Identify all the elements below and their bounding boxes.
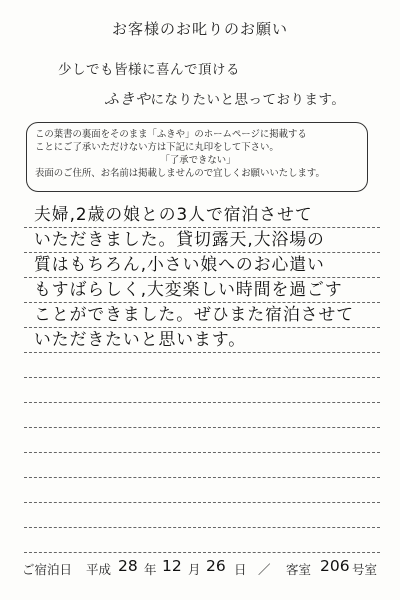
comment-line: いただきました。貸切露天,大浴場の: [34, 229, 325, 249]
intro-line-2: [104, 88, 345, 109]
ruled-line: [24, 452, 380, 453]
stay-year: 28: [118, 557, 138, 575]
comment-line: 質はもちろん,小さい娘へのお心遣い: [34, 254, 325, 274]
consent-text-2: ことにご了承いただけない方は下記に丸印をして下さい。: [35, 142, 279, 153]
era-label: 平成: [86, 562, 112, 577]
month-label: 月: [188, 562, 201, 577]
year-label: 年: [144, 562, 157, 577]
ruled-line: [24, 552, 380, 553]
ruled-line: [24, 427, 380, 428]
comment-line: いただきたいと思います。: [34, 329, 247, 349]
ruled-line: [24, 377, 380, 378]
intro-line-2-rest: になりたいと思っております。: [150, 92, 346, 108]
consent-text-1: この葉書の裏面をそのまま「ふきや」のホームページに掲載する: [35, 129, 307, 140]
brand-name: ふきや: [104, 90, 151, 108]
day-label: 日: [234, 562, 247, 577]
room-suffix: 号室: [352, 562, 378, 577]
consent-option-decline[interactable]: 「了承できない」: [160, 155, 236, 166]
ruled-line: [24, 302, 380, 303]
ruled-line: [24, 252, 380, 253]
ruled-line: [24, 227, 380, 228]
ruled-line: [24, 527, 380, 528]
stay-month: 12: [162, 557, 182, 575]
stay-info-footer: [22, 557, 382, 584]
ruled-line: [24, 477, 380, 478]
ruled-line: [24, 277, 380, 278]
stay-date-label: ご宿泊日: [22, 562, 73, 577]
room-label: 客室: [286, 562, 312, 577]
ruled-line: [24, 327, 380, 328]
card-title: お客様のお叱りのお願い: [111, 20, 288, 38]
comment-line: 夫婦,2歳の娘との3人で宿泊させて: [34, 204, 313, 224]
comment-line: もすばらしく,大変楽しい時間を過ごす: [34, 279, 343, 299]
ruled-line: [24, 352, 380, 353]
comment-line: ことができました。ぜひまた宿泊させて: [34, 304, 355, 324]
consent-box: [26, 122, 368, 192]
ruled-line: [24, 502, 380, 503]
room-number: 206: [320, 557, 350, 575]
stay-day: 26: [206, 557, 226, 575]
separator: ／: [258, 562, 271, 577]
ruled-line: [24, 402, 380, 403]
intro-line-1: 少しでも皆様に喜んで頂ける: [58, 62, 240, 78]
consent-note: 表面のご住所、お名前は掲載しませんので宜しくお願いいたします。: [35, 168, 325, 179]
